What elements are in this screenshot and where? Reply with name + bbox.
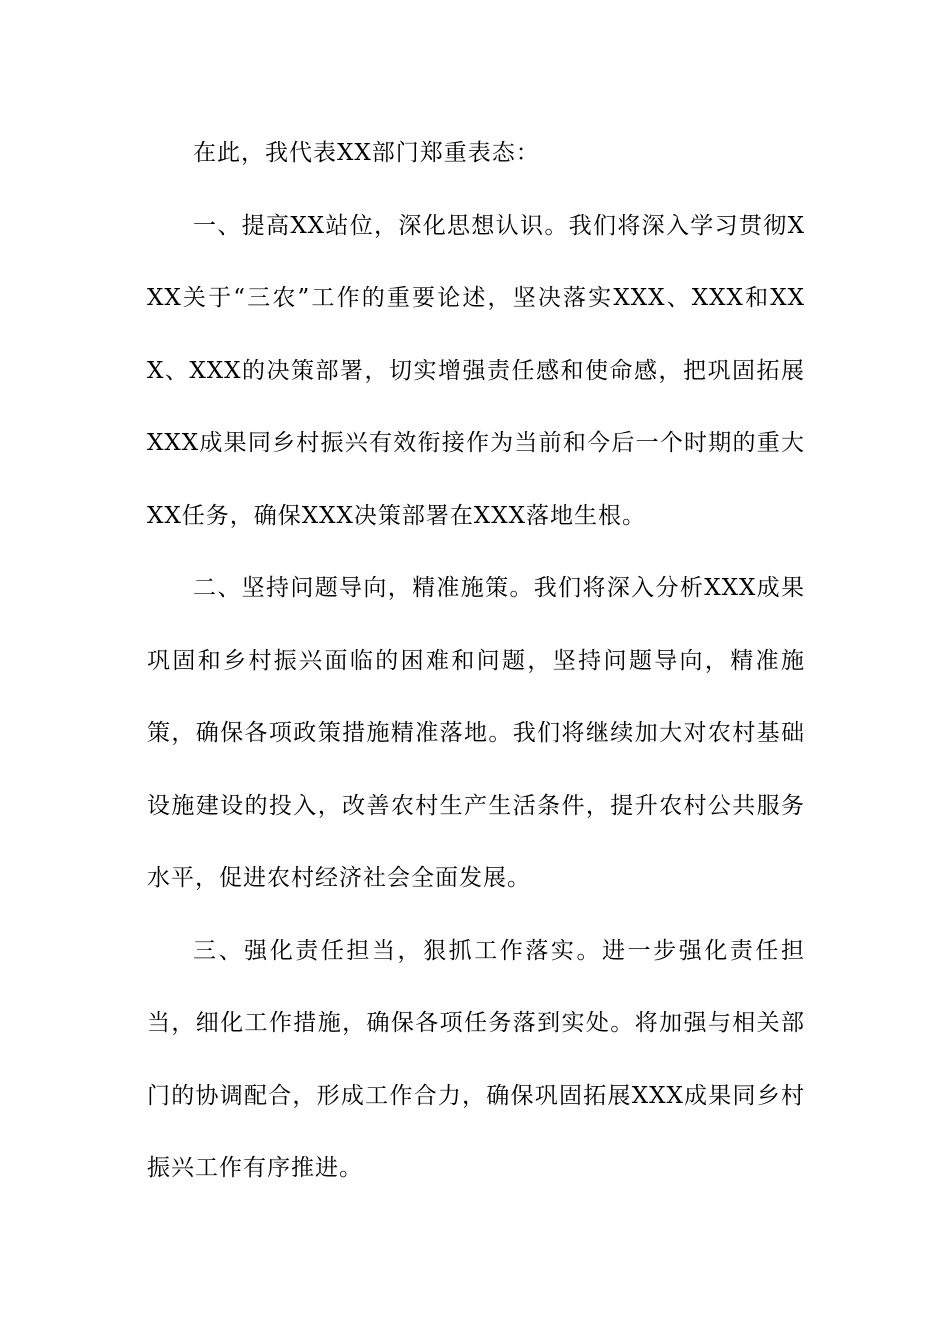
document-body [147, 117, 805, 1205]
paragraph-point-one: 一、提高XX站位，深化思想认识。我们将深入学习贯彻XXX关于“三农”工作的重要论述，坚决落实XXX、XXX和XXX、XXX的决策部署，切实增强责任感和使命感，把巩固拓展XXX成果同乡村振兴有效衔接作为当前和今后一个时期的重大XX任务，确保XXX决策部署在XXX落地生根。 [147, 212, 805, 529]
paragraph-point-two: 二、坚持问题导向，精准施策。我们将深入分析XXX成果巩固和乡村振兴面临的困难和问题，坚持问题导向，精准施策，确保各项政策措施精准落地。我们将继续加大对农村基础设施建设的投入，改善农村生产生活条件，提升农村公共服务水平，促进农村经济社会全面发展。 [147, 575, 805, 891]
paragraph-statement-intro: 在此，我代表XX部门郑重表态： [193, 140, 540, 166]
paragraph-point-three: 三、强化责任担当，狠抓工作落实。进一步强化责任担当，细化工作措施，确保各项任务落到实处。将加强与相关部门的协调配合，形成工作合力，确保巩固拓展XXX成果同乡村振兴工作有序推进。 [147, 937, 805, 1181]
